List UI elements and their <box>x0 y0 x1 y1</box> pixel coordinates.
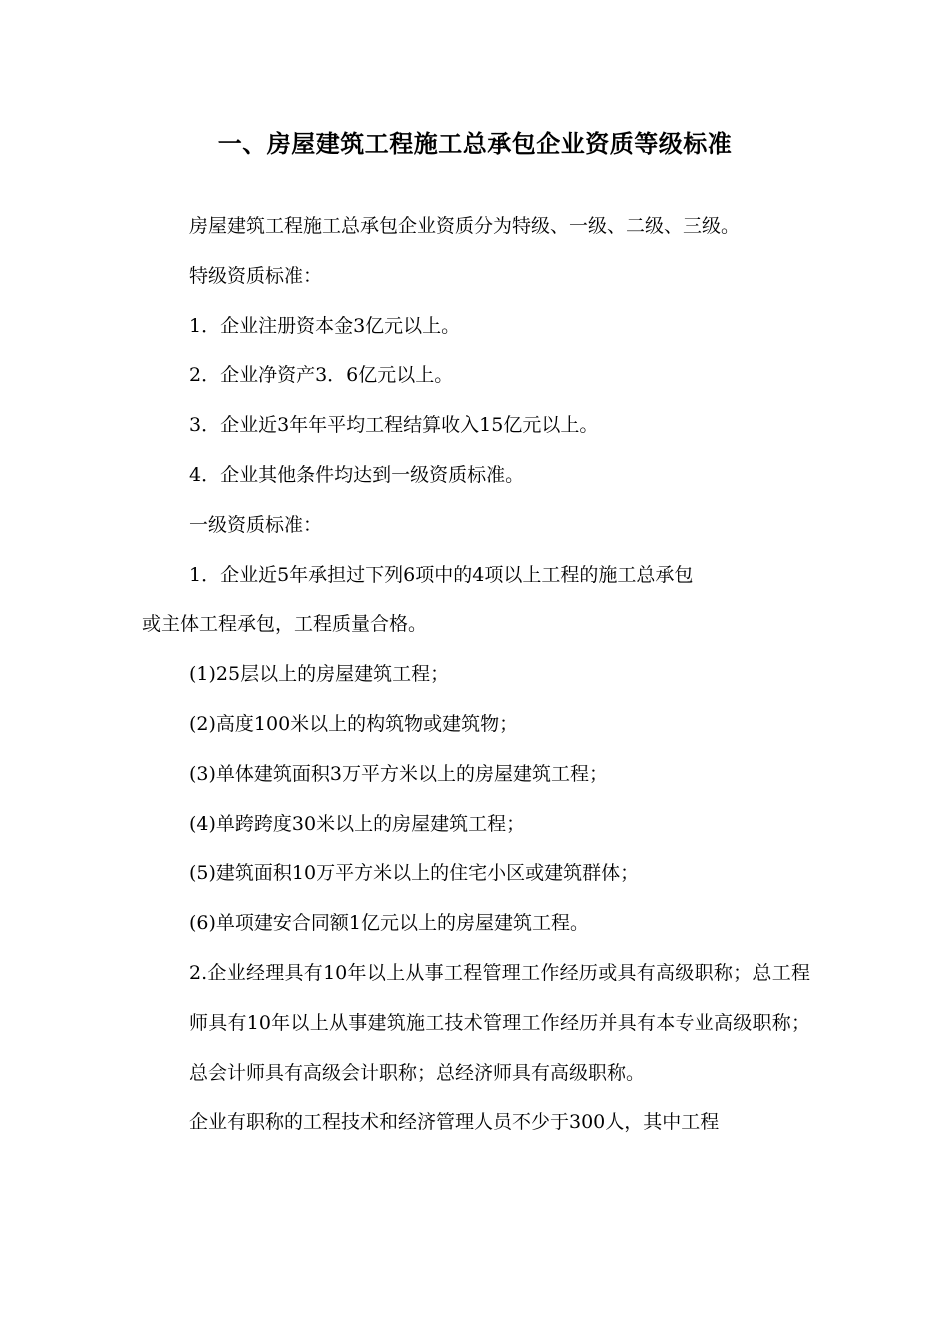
grade-one-item-2: 2.企业经理具有10年以上从事工程管理工作经历或具有高级职称；总工程师具有10年以上从事建筑施工技术管理工作经历并具有本专业高级职称；总会计师具有高级会计职称；总经济师具有高级职称。 <box>189 961 810 1084</box>
grade-one-item-1-continued: 或主体工程承包，工程质量合格。 <box>142 613 428 636</box>
special-item-4: 4．企业其他条件均达到一级资质标准。 <box>189 463 525 486</box>
sub-item-4: (4)单跨跨度30米以上的房屋建筑工程； <box>189 812 526 835</box>
document-title: 一、房屋建筑工程施工总承包企业资质等级标准 <box>217 130 733 158</box>
special-item-1: 1．企业注册资本金3亿元以上。 <box>189 314 461 337</box>
sub-item-2: (2)高度100米以上的构筑物或建筑物； <box>189 712 519 735</box>
document-body <box>142 202 810 1148</box>
special-item-2: 2．企业净资产3．6亿元以上。 <box>189 364 454 387</box>
sub-item-1: (1)25层以上的房屋建筑工程； <box>189 663 450 686</box>
grade-one-item-1: 1．企业近5年承担过下列6项中的4项以上工程的施工总承包 <box>189 563 694 586</box>
paragraph-qualification-levels: 房屋建筑工程施工总承包企业资质分为特级、一级、二级、三级。 <box>189 215 741 237</box>
paragraph-staff-requirement: 企业有职称的工程技术和经济管理人员不少于300人，其中工程 <box>189 1111 720 1134</box>
special-item-3: 3．企业近3年年平均工程结算收入15亿元以上。 <box>189 414 599 437</box>
heading-grade-one: 一级资质标准： <box>189 513 323 536</box>
sub-item-5: (5)建筑面积10万平方米以上的住宅小区或建筑群体； <box>189 862 640 885</box>
heading-special-grade: 特级资质标准： <box>189 264 323 287</box>
sub-item-6: (6)单项建安合同额1亿元以上的房屋建筑工程。 <box>189 912 590 935</box>
sub-item-3: (3)单体建筑面积3万平方米以上的房屋建筑工程； <box>189 762 609 785</box>
